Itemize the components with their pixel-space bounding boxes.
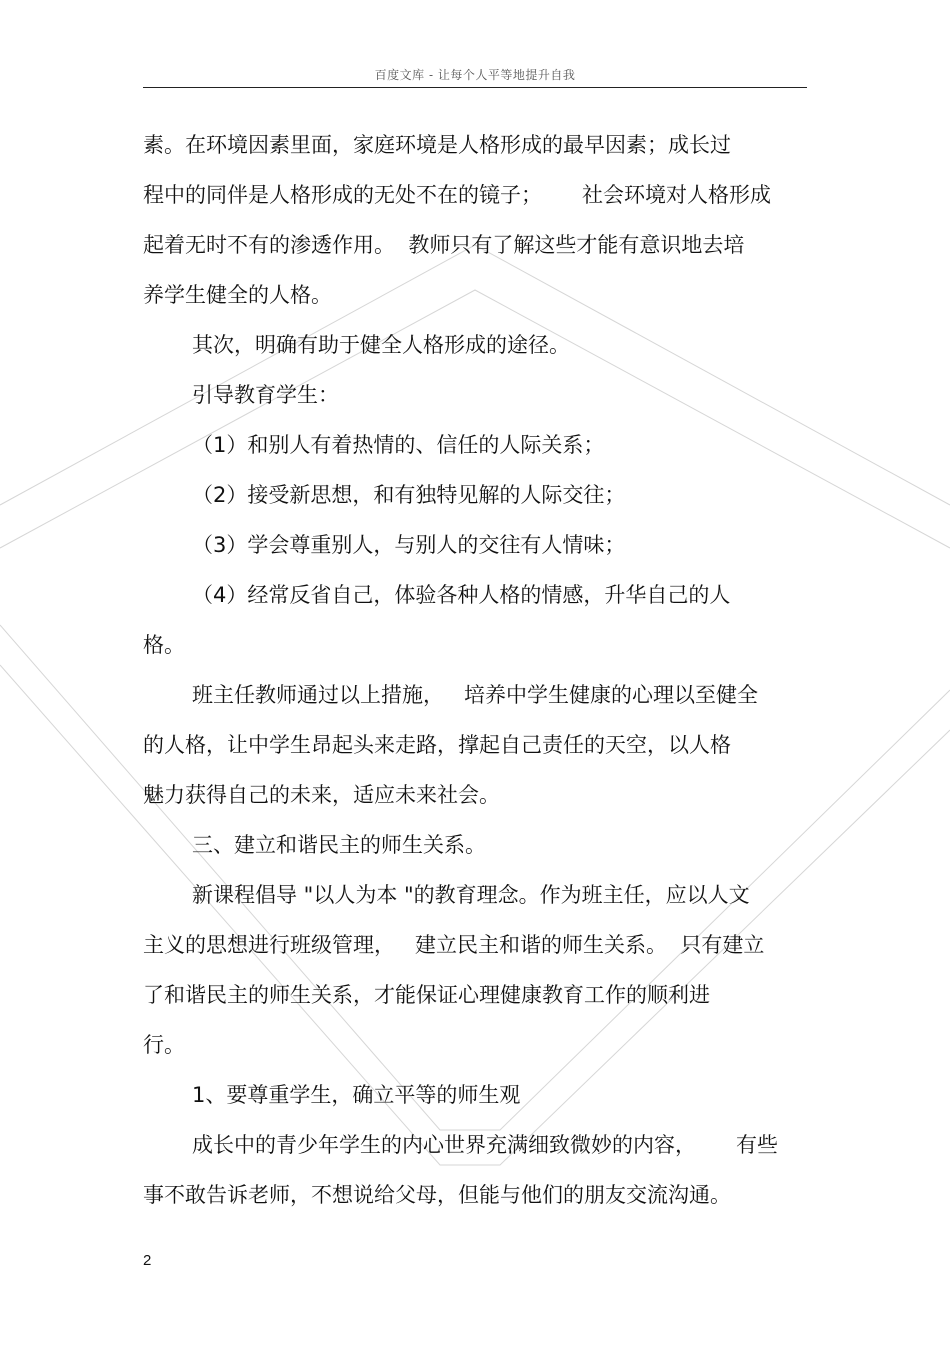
text-line: （3）学会尊重别人，与别人的交往有人情味； — [192, 533, 626, 557]
text-line: 三、建立和谐民主的师生关系。 — [192, 833, 486, 857]
text-line: 起着无时不有的渗透作用。 教师只有了解这些才能有意识地去培 — [143, 233, 745, 257]
text-line: 1、要尊重学生，确立平等的师生观 — [192, 1083, 521, 1107]
text-line: 格。 — [143, 633, 185, 657]
text-line: 魅力获得自己的未来，适应未来社会。 — [143, 783, 500, 807]
text-line: 新课程倡导 "以人为本 "的教育理念。作为班主任，应以人文 — [192, 883, 750, 907]
text-line: （1）和别人有着热情的、信任的人际关系； — [192, 433, 605, 457]
text-line: 程中的同伴是人格形成的无处不在的镜子； 社会环境对人格形成 — [143, 183, 772, 207]
page-number: 2 — [143, 1252, 152, 1269]
text-line: 班主任教师通过以上措施， 培养中学生健康的心理以至健全 — [192, 683, 759, 707]
text-line: 引导教育学生： — [192, 383, 339, 407]
text-line: （4）经常反省自己，体验各种人格的情感，升华自己的人 — [192, 583, 731, 607]
text-line: 主义的思想进行班级管理， 建立民主和谐的师生关系。 只有建立 — [143, 933, 765, 957]
text-line: 的人格，让中学生昂起头来走路，撑起自己责任的天空，以人格 — [143, 733, 731, 757]
page-header: 百度文库 - 让每个人平等地提升自我 — [374, 68, 576, 82]
text-line: 了和谐民主的师生关系，才能保证心理健康教育工作的顺利进 — [143, 983, 710, 1007]
text-line: （2）接受新思想，和有独特见解的人际交往； — [192, 483, 626, 507]
text-line: 成长中的青少年学生的内心世界充满细致微妙的内容， 有些 — [192, 1133, 779, 1157]
text-line: 其次，明确有助于健全人格形成的途径。 — [192, 333, 570, 357]
text-line: 事不敢告诉老师，不想说给父母，但能与他们的朋友交流沟通。 — [143, 1183, 731, 1207]
text-line: 行。 — [143, 1033, 185, 1057]
text-line: 素。在环境因素里面，家庭环境是人格形成的最早因素；成长过 — [143, 133, 731, 157]
text-line: 养学生健全的人格。 — [143, 283, 332, 307]
